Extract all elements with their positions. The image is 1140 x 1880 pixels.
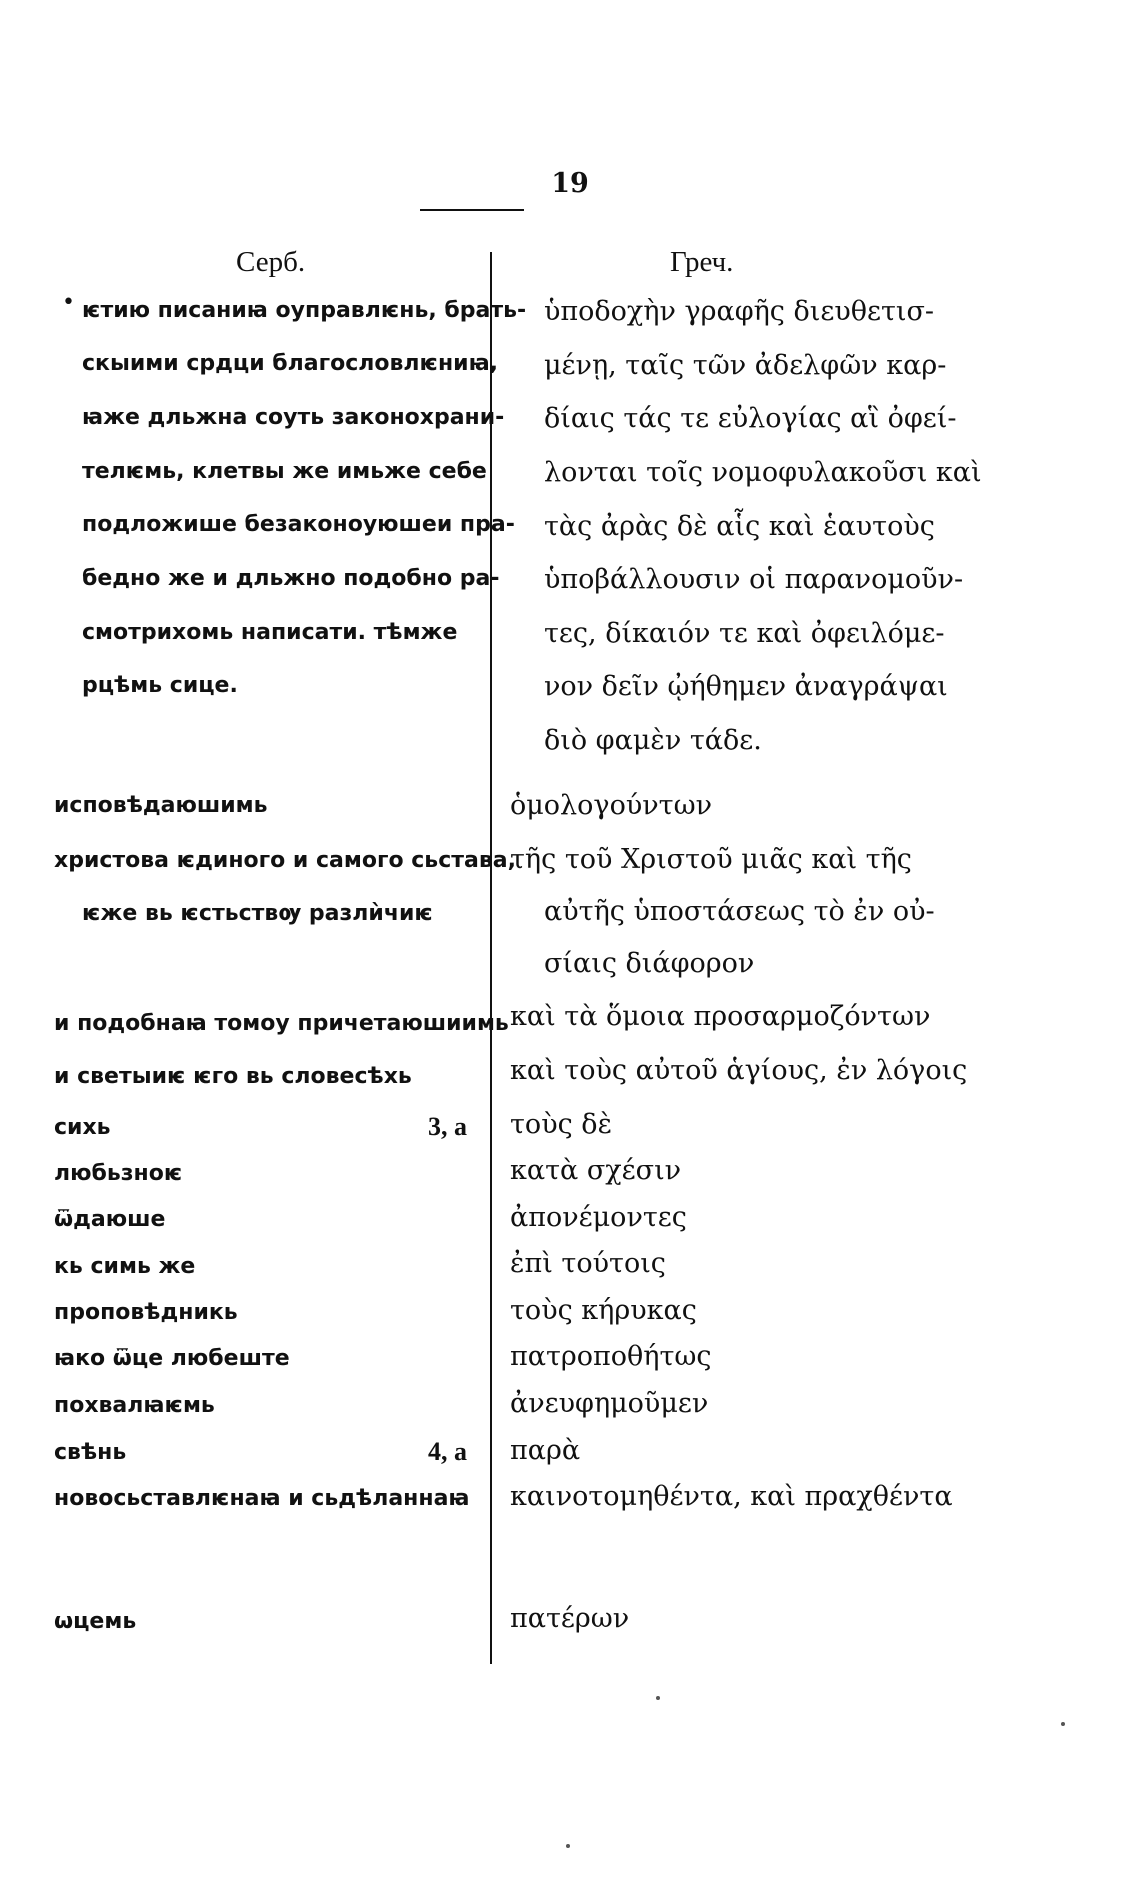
greek-paragraph-line: δίαις τάς τε εὐλογίας αἳ ὀφεί-: [544, 403, 957, 434]
serbian-paragraph-line: рцѣмь сице.: [82, 673, 238, 698]
greek-glossary-entry: κατὰ σχέσιν: [510, 1155, 682, 1186]
greek-glossary-entry: αὐτῆς ὑποστάσεως τὸ ἐν οὐ-: [544, 896, 935, 927]
folio-note: 3, a: [428, 1112, 467, 1141]
greek-glossary-entry: τοὺς κήρυκας: [510, 1295, 697, 1326]
serbian-glossary-entry: похвалꙗѥмь: [54, 1393, 215, 1418]
greek-glossary-entry: ὁμολογούντων: [510, 790, 713, 821]
greek-glossary-entry: ἀπονέμοντες: [510, 1202, 687, 1233]
page-number: 19: [551, 168, 589, 199]
scan-speck: [566, 1844, 570, 1848]
greek-paragraph-line: ὑποβάλλουσιν οἱ παρανομοῦν-: [544, 564, 964, 595]
greek-paragraph-line: νον δεῖν ᾠήθημεν ἀναγράψαι: [544, 671, 948, 702]
column-divider: [490, 252, 492, 1664]
serbian-paragraph-line: подложише безаконоуюшеи пра-: [82, 512, 515, 537]
serbian-paragraph-line: ꙗже дльжна соуть законохрани-: [82, 405, 505, 430]
greek-paragraph-line: ὑποδοχὴν γραφῆς διευθετισ-: [544, 296, 935, 327]
folio-note: 4, a: [428, 1437, 467, 1466]
serbian-paragraph-line: смотрихомь написати. тѣмже: [82, 620, 458, 645]
greek-glossary-entry: σίαις διάφορον: [544, 948, 755, 979]
greek-paragraph-line: διὸ φαμὲν τάδε.: [544, 725, 762, 756]
greek-paragraph-line: λονται τοῖς νομοφυλακοῦσι καὶ: [544, 457, 982, 488]
serbian-paragraph-line: телѥмь, клетвы же имьже себе: [82, 459, 487, 484]
greek-column-heading: Греч.: [670, 246, 734, 278]
greek-glossary-entry: πατροποθήτως: [510, 1341, 712, 1372]
scan-speck: [656, 1696, 660, 1700]
greek-glossary-entry: πατέρων: [510, 1603, 630, 1634]
serbian-paragraph-line: ѥтию писаниꙗ оуправлѥнь, брать-: [82, 298, 527, 323]
serbian-glossary-entry: новосьставлѥнаꙗ и сьдѣланнаꙗ: [54, 1486, 470, 1511]
serbian-glossary-entry: ѥже вь ѥстьствѹ разлѝчиѥ: [82, 901, 433, 926]
serbian-glossary-entry: сихь: [54, 1115, 111, 1140]
greek-glossary-entry: καὶ τοὺς αὐτοῦ ἁγίους, ἐν λόγοις: [510, 1055, 968, 1086]
serbian-glossary-entry: исповѣдаюшимь: [54, 793, 268, 818]
greek-glossary-entry: παρὰ: [510, 1435, 581, 1466]
greek-glossary-entry: τοὺς δὲ: [510, 1109, 613, 1140]
serbian-paragraph-line: бедно же и дльжно подобно ра-: [82, 566, 500, 591]
greek-paragraph-line: μένῃ, ταῖς τῶν ἀδελφῶν καρ-: [544, 350, 947, 381]
greek-glossary-entry: καὶ τὰ ὅμοια προσαρμοζόντων: [510, 1001, 931, 1032]
greek-glossary-entry: τῆς τοῦ Χριστοῦ μιᾶς καὶ τῆς: [510, 844, 912, 875]
serbian-glossary-entry: ѿдаюше: [54, 1207, 166, 1232]
serbian-glossary-entry: и светыиѥ ѥго вь словесѣхь: [54, 1064, 412, 1089]
greek-paragraph-line: τὰς ἀρὰς δὲ αἷς καὶ ἑαυτοὺς: [544, 511, 935, 542]
greek-glossary-entry: ἀνευφημοῦμεν: [510, 1388, 709, 1419]
serbian-glossary-entry: любьзноѥ: [54, 1161, 183, 1186]
greek-glossary-entry: καινοτομηθέντα, καὶ πραχθέντα: [510, 1481, 953, 1512]
serbian-glossary-entry: и подобнаꙗ томоу причетаюшиимь: [54, 1011, 509, 1036]
serbian-glossary-entry: ꙗко ѿце любеште: [54, 1346, 290, 1371]
scan-speck: [1061, 1722, 1065, 1726]
serbian-column-heading: Серб.: [236, 246, 306, 278]
page-number-rule: [420, 209, 524, 211]
serbian-glossary-entry: свѣнь: [54, 1440, 127, 1465]
greek-paragraph-line: τες, δίκαιόν τε καὶ ὀφειλόμε-: [544, 618, 945, 649]
serbian-glossary-entry: кь симь же: [54, 1254, 196, 1279]
serbian-paragraph-line: скыими срдци благословлѥниꙗ,: [82, 351, 499, 376]
paragraph-marker: •: [62, 290, 75, 315]
serbian-glossary-entry: проповѣдникь: [54, 1300, 238, 1325]
serbian-glossary-entry: христова ѥдиного и самого сьстава,: [54, 848, 516, 873]
greek-glossary-entry: ἐπὶ τούτοις: [510, 1248, 666, 1279]
serbian-glossary-entry: ѡцемь: [54, 1609, 137, 1634]
